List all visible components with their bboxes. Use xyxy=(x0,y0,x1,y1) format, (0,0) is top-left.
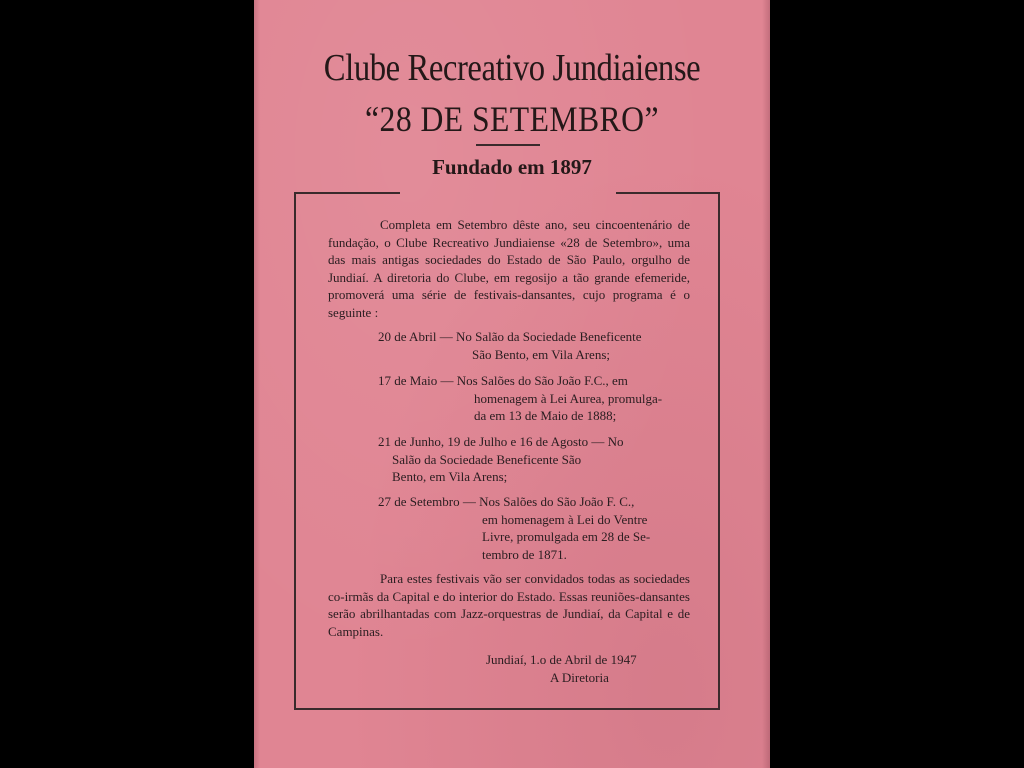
event-detail: São Bento, em Vila Arens; xyxy=(472,346,610,362)
event-detail: homenagem à Lei Aurea, promulga- xyxy=(474,390,663,406)
signatory: A Diretoria xyxy=(550,669,609,685)
event-detail: Salão da Sociedade Beneficente São xyxy=(392,451,582,467)
event-detail: Bento, em Vila Arens; xyxy=(392,469,508,485)
event-item xyxy=(378,493,690,563)
document-title-date: “28 DE SETEMBRO” xyxy=(365,99,659,139)
event-detail: em homenagem à Lei do Ventre xyxy=(482,511,648,527)
title-underline xyxy=(476,144,540,146)
frame-top-left-rule xyxy=(294,192,400,194)
event-item xyxy=(378,433,690,486)
event-heading: 17 de Maio — Nos Salões do São João F.C., em xyxy=(378,373,628,388)
intro-paragraph: Completa em Setembro dêste ano, seu cincoentenário de fundação, o Clube Recreativo Jundiaiense «28 de Setembro», uma das mais antigas sociedades do Estado de São Paulo, orgulho de Jundiaí. A diretoria do Clube, em regosijo a tão grande efemeride, promoverá uma série de festivais-dansantes, cujo programa é o seguinte : xyxy=(328,217,690,320)
event-heading: 20 de Abril — No Salão da Sociedade Beneficente xyxy=(378,329,642,344)
event-item xyxy=(378,372,690,425)
frame-top-right-rule xyxy=(616,192,720,194)
document-subtitle: Fundado em 1897 xyxy=(432,155,592,179)
event-item xyxy=(378,328,690,363)
event-heading: 27 de Setembro — Nos Salões do São João F. C., xyxy=(378,494,635,509)
closing-paragraph: Para estes festivais vão ser convidados todas as sociedades co-irmãs da Capital e do interior do Estado. Essas reuniões-dansantes serão abrilhantadas com Jazz-orquestras de Jundiaí, da Capital e de Campinas. xyxy=(328,571,690,639)
event-heading: 21 de Junho, 19 de Julho e 16 de Agosto — No xyxy=(378,434,624,449)
document-title: Clube Recreativo Jundiaiense xyxy=(323,47,701,89)
event-detail: Livre, promulgada em 28 de Se- xyxy=(482,529,651,545)
place-date: Jundiaí, 1.o de Abril de 1947 xyxy=(486,652,637,667)
event-detail: da em 13 de Maio de 1888; xyxy=(474,408,617,424)
event-detail: tembro de 1871. xyxy=(482,546,567,562)
signature-block xyxy=(486,651,676,686)
